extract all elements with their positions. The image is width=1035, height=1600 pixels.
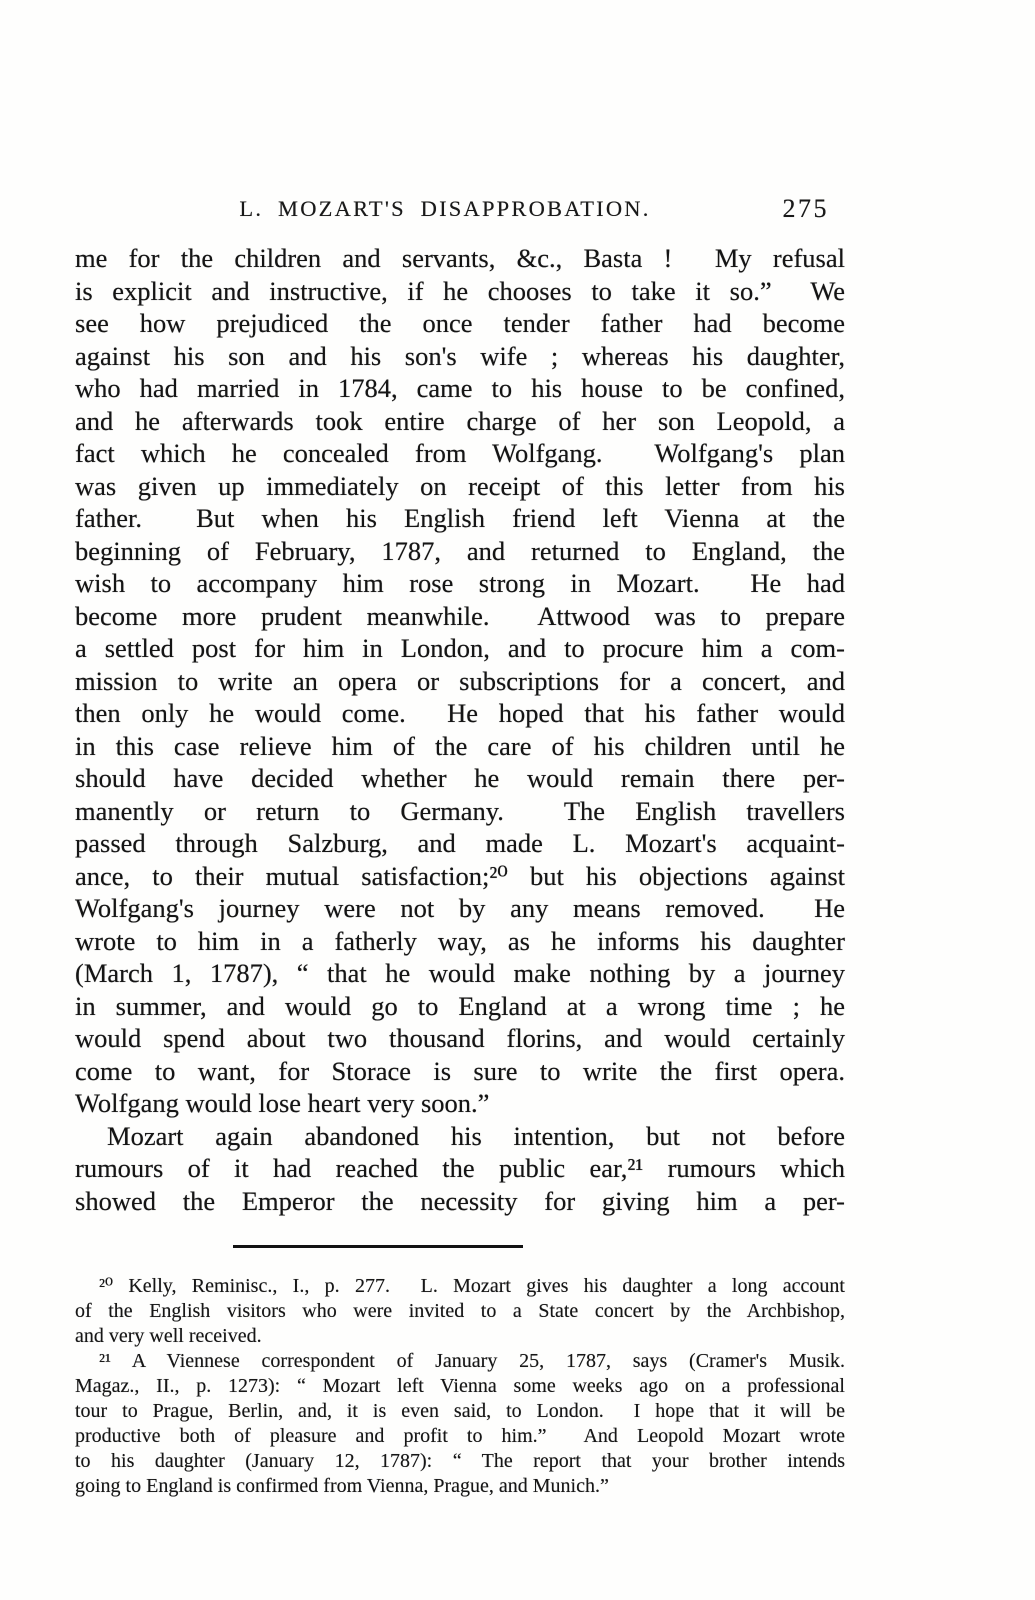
body-line: passed through Salzburg, and made L. Mozart's acquaint- xyxy=(75,828,845,858)
body-line: in summer, and would go to England at a wrong time ; he xyxy=(75,990,845,1021)
body-line: me for the children and servants, &c., Basta ! My refusal xyxy=(75,243,845,273)
footnote-line: productive both of pleasure and profit to him.” And Leopold Mozart wrote xyxy=(75,1425,845,1447)
footnote-line: tour to Prague, Berlin, and, it is even said, to London. I hope that it will be xyxy=(75,1400,845,1422)
body-line: and he afterwards took entire charge of her son Leopold, a xyxy=(75,405,845,436)
footnote-line-21-start: ²¹ A Viennese correspondent of January 25, 1787, says (Cramer's Musik. xyxy=(99,1350,845,1372)
footnote-separator-rule xyxy=(233,1245,523,1248)
running-title: L. MOZART'S DISAPPROBATION. xyxy=(239,196,651,221)
footnote-line-20-start: ²⁰ Kelly, Reminisc., I., p. 277. L. Mozart gives his daughter a long account xyxy=(99,1275,845,1297)
body-line-paragraph-start: Mozart again abandoned his intention, but not before xyxy=(107,1120,845,1151)
body-line: in this case relieve him of the care of his children until he xyxy=(75,730,845,761)
body-line: mission to write an opera or subscriptions for a concert, and xyxy=(75,665,845,696)
body-line: then only he would come. He hoped that his father would xyxy=(75,698,845,728)
body-line: come to want, for Storace is sure to write the first opera. xyxy=(75,1055,845,1086)
page-number: 275 xyxy=(782,194,829,223)
footnote-line: of the English visitors who were invited to a State concert by the Archbishop, xyxy=(75,1300,845,1322)
page-header xyxy=(75,196,845,232)
body-line: should have decided whether he would remain there per- xyxy=(75,763,845,793)
body-line: rumours of it had reached the public ear,²¹ rumours which xyxy=(75,1153,845,1183)
body-line: manently or return to Germany. The English travellers xyxy=(75,795,845,826)
body-line: against his son and his son's wife ; whereas his daughter, xyxy=(75,340,845,371)
body-line: (March 1, 1787), “ that he would make nothing by a journey xyxy=(75,958,845,988)
footnote-line: going to England is confirmed from Vienna, Prague, and Munich.” xyxy=(75,1475,609,1497)
body-line: become more prudent meanwhile. Attwood was to prepare xyxy=(75,600,845,631)
body-line: Wolfgang would lose heart very soon.” xyxy=(75,1088,490,1118)
body-line: is explicit and instructive, if he chooses to take it so.” We xyxy=(75,275,845,306)
body-line: wish to accompany him rose strong in Mozart. He had xyxy=(75,568,845,598)
footnote-line: Magaz., II., p. 1273): “ Mozart left Vienna some weeks ago on a professional xyxy=(75,1375,845,1397)
body-line: wrote to him in a fatherly way, as he informs his daughter xyxy=(75,925,845,956)
body-line: was given up immediately on receipt of this letter from his xyxy=(75,470,845,501)
body-line: would spend about two thousand florins, and would certainly xyxy=(75,1023,845,1053)
body-line: who had married in 1784, came to his house to be confined, xyxy=(75,373,845,403)
body-line: beginning of February, 1787, and returned to England, the xyxy=(75,535,845,566)
body-line: father. But when his English friend left Vienna at the xyxy=(75,503,845,533)
footnote-line: and very well received. xyxy=(75,1325,262,1347)
body-line: fact which he concealed from Wolfgang. Wolfgang's plan xyxy=(75,438,845,468)
body-line: a settled post for him in London, and to procure him a com- xyxy=(75,633,845,663)
footnotes-block xyxy=(75,1274,845,1499)
body-line: ance, to their mutual satisfaction;²⁰ but his objections against xyxy=(75,860,845,891)
body-line: see how prejudiced the once tender father had become xyxy=(75,308,845,338)
body-line: showed the Emperor the necessity for giving him a per- xyxy=(75,1185,845,1216)
body-text-block xyxy=(75,242,845,1217)
footnote-line: to his daughter (January 12, 1787): “ The report that your brother intends xyxy=(75,1450,845,1472)
body-line: Wolfgang's journey were not by any means removed. He xyxy=(75,893,845,923)
